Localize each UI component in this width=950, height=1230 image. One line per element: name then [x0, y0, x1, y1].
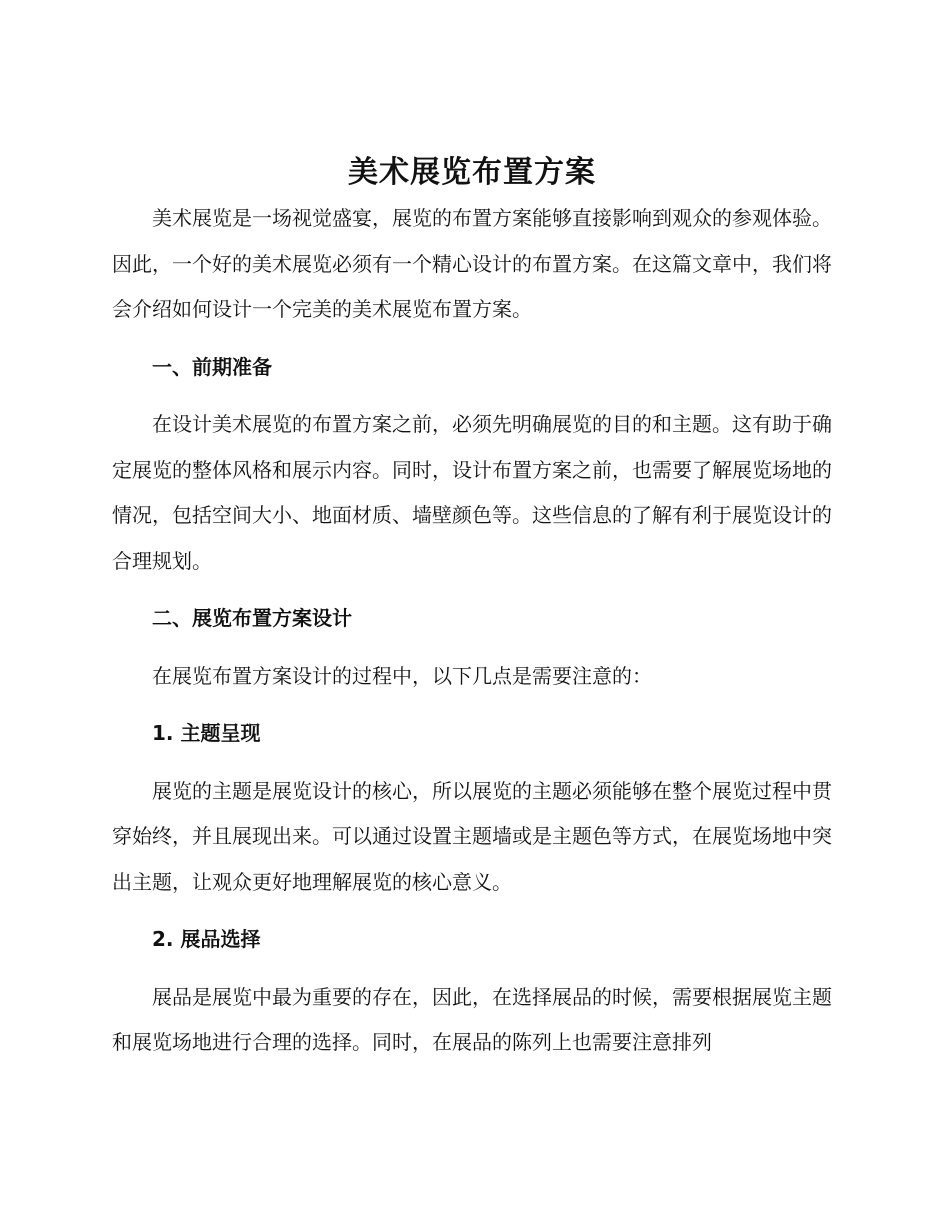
intro-paragraph: 美术展览是一场视觉盛宴，展览的布置方案能够直接影响到观众的参观体验。因此，一个好的美术展览必须有一个精心设计的布置方案。在这篇文章中，我们将会介绍如何设计一个完美的美术展览布置方案。	[112, 206, 832, 321]
section-paragraph-design-intro: 在展览布置方案设计的过程中，以下几点是需要注意的：	[152, 663, 652, 688]
subsection-heading-theme: 1. 主题呈现	[152, 721, 261, 745]
section-heading-preparation: 一、前期准备	[152, 354, 272, 379]
section-heading-design: 二、展览布置方案设计	[152, 606, 352, 630]
subsection-paragraph-theme: 展览的主题是展览设计的核心，所以展览的主题必须能够在整个展览过程中贯穿始终，并且展现出来。可以通过设置主题墙或是主题色等方式，在展览场地中突出主题，让观众更好地理解展览的核心意义。	[112, 778, 832, 894]
section-paragraph-preparation: 在设计美术展览的布置方案之前，必须先明确展览的目的和主题。这有助于确定展览的整体风格和展示内容。同时，设计布置方案之前，也需要了解展览场地的情况，包括空间大小、地面材质、墙壁颜色等。这些信息的了解有利于展览设计的合理规划。	[112, 412, 832, 573]
document-page	[112, 150, 832, 1066]
document-title: 美术展览布置方案	[348, 155, 596, 190]
subsection-heading-exhibits: 2. 展品选择	[152, 927, 261, 951]
subsection-paragraph-exhibits: 展品是展览中最为重要的存在，因此，在选择展品的时候，需要根据展览主题和展览场地进行合理的选择。同时，在展品的陈列上也需要注意排列	[112, 984, 832, 1054]
